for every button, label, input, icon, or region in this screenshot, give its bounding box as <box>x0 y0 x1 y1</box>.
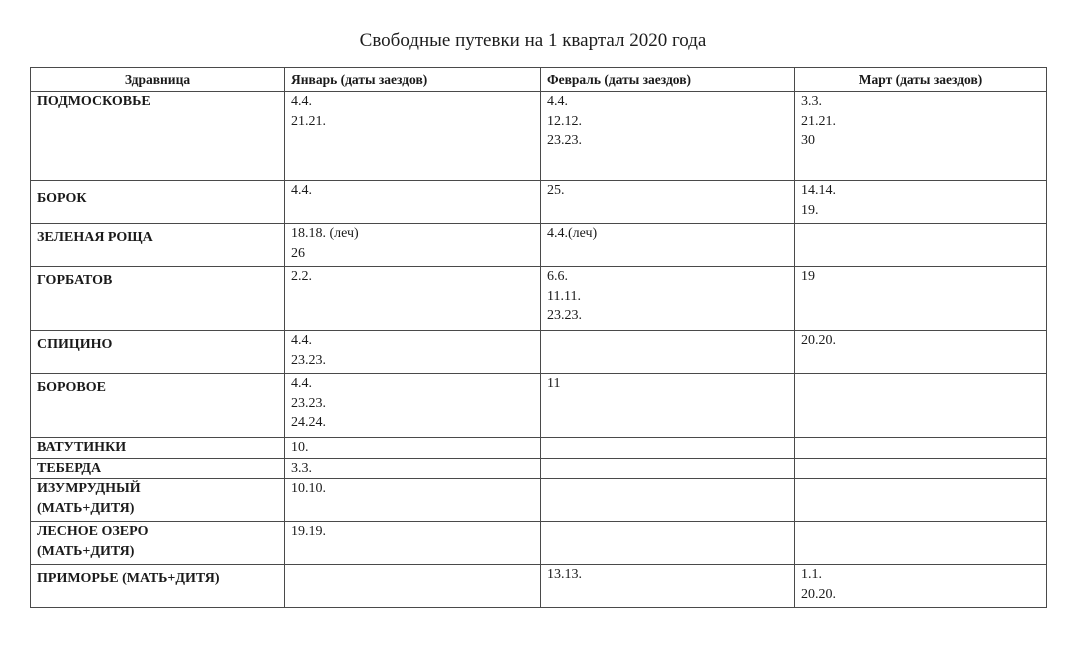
resort-name <box>31 224 285 267</box>
date-entry: 4.4. <box>291 333 312 348</box>
table-row <box>31 92 1047 181</box>
date-entry: 20.20. <box>801 333 836 348</box>
march-dates <box>795 522 1047 565</box>
date-entry: 13.13. <box>547 567 582 582</box>
march-dates <box>795 267 1047 331</box>
resort-name <box>31 479 285 522</box>
resort-name-text: БОРОК <box>37 191 87 206</box>
resort-name <box>31 438 285 459</box>
resort-name-text: ПРИМОРЬЕ (МАТЬ+ДИТЯ) <box>37 571 220 586</box>
date-entry: 10.10. <box>291 481 326 496</box>
resort-name-text: ЗЕЛЕНАЯ РОЩА <box>37 230 153 245</box>
resort-name-text: ТЕБЕРДА <box>37 460 102 476</box>
date-entry: 11.11. <box>547 288 581 304</box>
resort-name-text: ВАТУТИНКИ <box>37 440 127 455</box>
january-dates <box>285 458 541 479</box>
date-entry: 4.4. <box>291 94 312 109</box>
february-dates <box>541 565 795 608</box>
date-entry: 26 <box>291 245 305 261</box>
date-entry: 25. <box>547 183 565 198</box>
date-entry: 1.1. <box>801 567 822 582</box>
date-entry: 30 <box>801 133 815 148</box>
table-row <box>31 522 1047 565</box>
table-row <box>31 331 1047 374</box>
table-row <box>31 181 1047 224</box>
date-entry: 11 <box>547 376 561 391</box>
january-dates <box>285 479 541 522</box>
date-entry: 2.2. <box>291 269 312 284</box>
march-dates <box>795 331 1047 374</box>
date-entry: 23.23. <box>547 133 582 148</box>
january-dates <box>285 438 541 459</box>
january-dates <box>285 565 541 608</box>
february-dates <box>541 224 795 267</box>
date-entry: 4.4. <box>547 94 568 109</box>
date-entry: 3.3. <box>801 94 822 109</box>
march-dates <box>795 224 1047 267</box>
january-dates <box>285 92 541 181</box>
february-dates <box>541 438 795 459</box>
date-entry: 4.4. <box>291 376 312 391</box>
date-entry: 19 <box>801 269 815 284</box>
january-dates <box>285 522 541 565</box>
column-header-january: Январь (даты заездов) <box>285 68 541 92</box>
resort-name <box>31 522 285 565</box>
date-entry: 4.4.(леч) <box>547 226 598 241</box>
resort-name <box>31 565 285 608</box>
march-dates <box>795 181 1047 224</box>
page-title: Свободные путевки на 1 квартал 2020 года <box>359 30 707 51</box>
table-header-row <box>31 68 1047 92</box>
february-dates <box>541 458 795 479</box>
february-dates <box>541 522 795 565</box>
february-dates <box>541 92 795 181</box>
date-entry: 24.24. <box>291 415 326 430</box>
resort-name <box>31 331 285 374</box>
date-entry: 6.6. <box>547 269 568 284</box>
table-row <box>31 479 1047 522</box>
resort-name <box>31 374 285 438</box>
date-entry: 23.23. <box>547 308 582 323</box>
table-row <box>31 565 1047 608</box>
date-entry: 4.4. <box>291 183 312 198</box>
table-row <box>31 458 1047 479</box>
february-dates <box>541 267 795 331</box>
table-row <box>31 438 1047 459</box>
resort-name <box>31 181 285 224</box>
resort-name-line: ЛЕСНОЕ ОЗЕРО <box>37 524 149 539</box>
march-dates <box>795 92 1047 181</box>
column-header-march: Март (даты заездов) <box>795 68 1047 92</box>
resort-name-text: СПИЦИНО <box>37 337 113 352</box>
resort-name-line: ИЗУМРУДНЫЙ <box>37 481 141 496</box>
date-entry: 19. <box>801 202 819 218</box>
january-dates <box>285 181 541 224</box>
date-entry: 19.19. <box>291 524 326 539</box>
column-header-february: Февраль (даты заездов) <box>541 68 795 92</box>
january-dates <box>285 267 541 331</box>
january-dates <box>285 374 541 438</box>
resort-name-line: (МАТЬ+ДИТЯ) <box>37 500 135 516</box>
vouchers-table <box>30 67 1047 608</box>
date-entry: 14.14. <box>801 183 836 198</box>
february-dates <box>541 181 795 224</box>
resort-name <box>31 267 285 331</box>
date-entry: 12.12. <box>547 113 582 129</box>
march-dates <box>795 438 1047 459</box>
resort-name-text: БОРОВОЕ <box>37 380 106 395</box>
january-dates <box>285 224 541 267</box>
table-row <box>31 224 1047 267</box>
date-entry: 10. <box>291 440 309 455</box>
march-dates <box>795 479 1047 522</box>
resort-name-line: (МАТЬ+ДИТЯ) <box>37 543 135 559</box>
march-dates <box>795 374 1047 438</box>
date-entry: 23.23. <box>291 352 326 368</box>
march-dates <box>795 458 1047 479</box>
date-entry: 21.21. <box>291 113 326 129</box>
february-dates <box>541 331 795 374</box>
february-dates <box>541 479 795 522</box>
resort-name-text: ГОРБАТОВ <box>37 273 113 288</box>
date-entry: 18.18. (леч) <box>291 226 359 241</box>
column-header-resort: Здравница <box>31 68 285 92</box>
table-row <box>31 374 1047 438</box>
resort-name <box>31 458 285 479</box>
february-dates <box>541 374 795 438</box>
march-dates <box>795 565 1047 608</box>
table-row <box>31 267 1047 331</box>
resort-name: ПОДМОСКОВЬЕ <box>31 92 285 181</box>
january-dates <box>285 331 541 374</box>
date-entry: 20.20. <box>801 586 836 602</box>
date-entry: 3.3. <box>291 460 312 476</box>
date-entry: 23.23. <box>291 395 326 411</box>
date-entry: 21.21. <box>801 113 836 129</box>
